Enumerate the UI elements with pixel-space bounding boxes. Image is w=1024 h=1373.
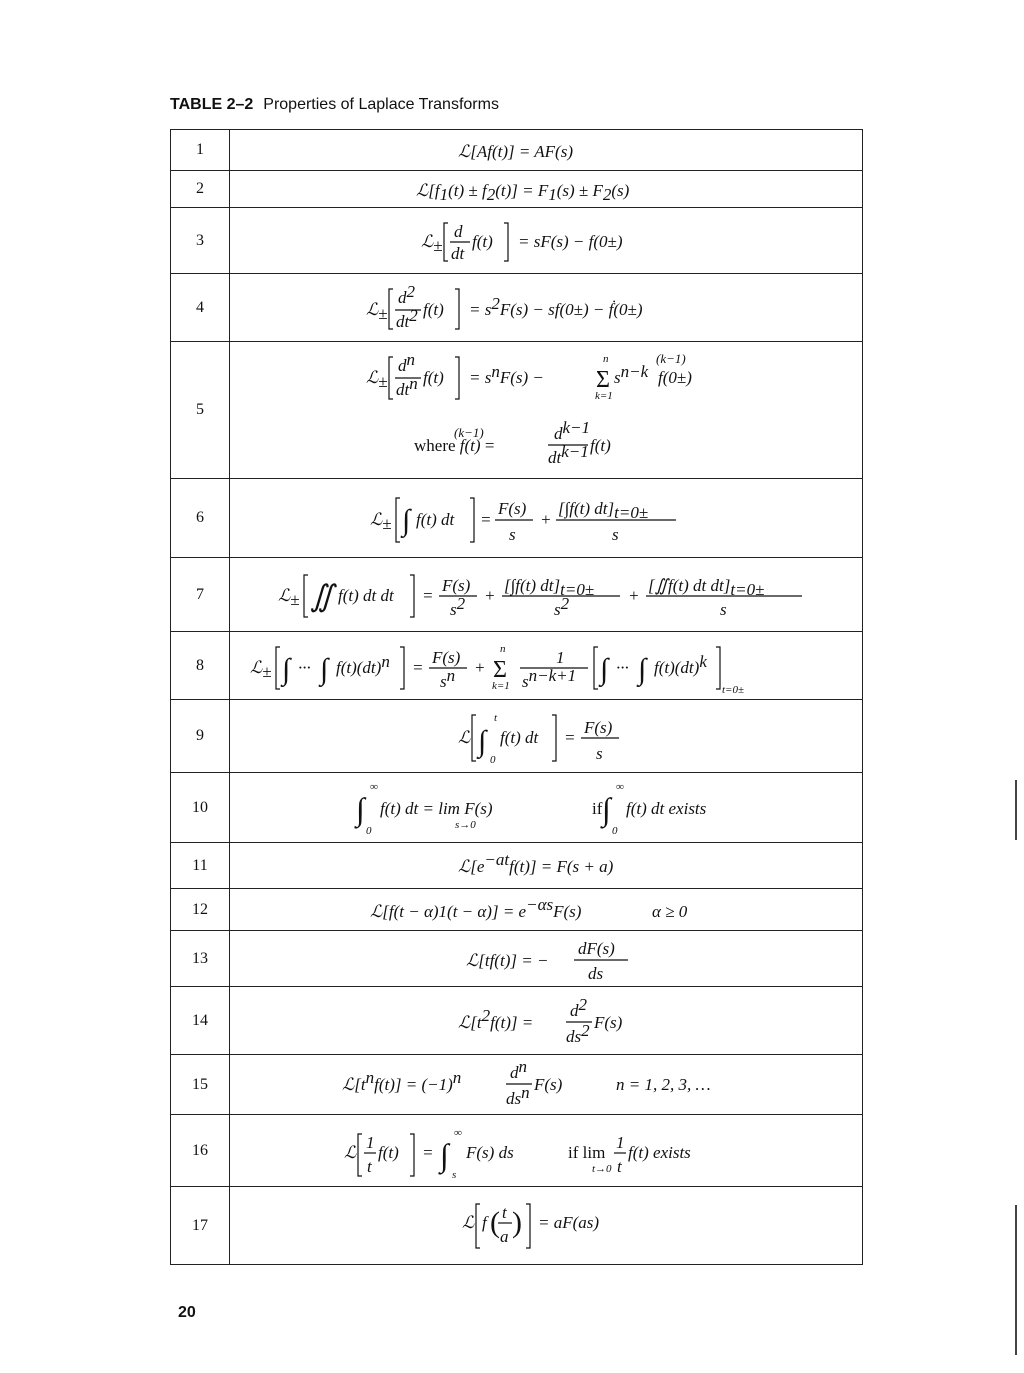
formula-cell (230, 931, 863, 987)
svg-text:n: n (500, 642, 506, 655)
table-row (171, 632, 863, 700)
svg-text:f(t) exists: f(t) exists (628, 1142, 691, 1162)
formula-cell (230, 558, 863, 632)
svg-text:f(t) dt = lim F(s): f(t) dt = lim F(s) (380, 798, 493, 818)
svg-text:a: a (500, 1226, 509, 1246)
svg-text:ℒ±: ℒ± (366, 299, 388, 323)
svg-text:d2: d2 (570, 994, 587, 1020)
svg-text:f(t) dt exists: f(t) dt exists (626, 798, 707, 818)
svg-text:dn: dn (398, 349, 415, 375)
svg-text:sn−k: sn−k (614, 361, 649, 387)
svg-text:t→0: t→0 (592, 1162, 612, 1175)
svg-text:ℒ[f1(t) ± f2(t)] = F1(s) ± F2(: ℒ[f1(t) ± f2(t)] = F1(s) ± F2(s) (416, 180, 630, 204)
svg-text:ℒ[tf(t)] = −: ℒ[tf(t)] = − (466, 950, 549, 970)
svg-text:t=0±: t=0± (722, 683, 745, 696)
row-number: 5 (171, 342, 230, 479)
svg-text:t: t (617, 1156, 622, 1176)
formula-13 (236, 932, 856, 986)
formula-11 (236, 844, 856, 888)
svg-text:∫: ∫ (440, 1136, 449, 1173)
svg-text:∞: ∞ (454, 1126, 462, 1139)
row-number: 4 (171, 274, 230, 342)
table-row (171, 558, 863, 632)
page-number: 20 (178, 1304, 196, 1321)
formula-17 (236, 1188, 856, 1264)
row-number: 7 (171, 558, 230, 632)
svg-text:F(s): F(s) (594, 1012, 623, 1032)
svg-text:+: + (628, 585, 640, 605)
svg-text:s: s (612, 524, 619, 544)
svg-text:dF(s): dF(s) (578, 938, 615, 958)
table-row (171, 987, 863, 1055)
row-number: 14 (171, 987, 230, 1055)
svg-text:f(t)(dt)k: f(t)(dt)k (654, 651, 707, 677)
svg-text:f(t) dt: f(t) dt (416, 509, 455, 529)
formula-9 (236, 701, 856, 772)
svg-text:f(t): f(t) (423, 367, 444, 387)
svg-text:∫: ∫ (638, 652, 647, 686)
svg-text:F(s): F(s) (534, 1074, 563, 1094)
formula-5 (236, 343, 856, 478)
svg-text:if: if (592, 798, 603, 818)
svg-text:+: + (474, 657, 486, 677)
svg-text:dt2: dt2 (396, 305, 418, 331)
table-row (171, 342, 863, 479)
row-number: 6 (171, 479, 230, 558)
svg-text:f(t): f(t) (590, 435, 611, 455)
svg-text:1: 1 (366, 1132, 375, 1152)
formula-3 (236, 209, 856, 273)
row-number: 1 (171, 130, 230, 171)
svg-text:∫: ∫ (600, 652, 609, 686)
row-number: 11 (171, 843, 230, 889)
svg-text:ℒ: ℒ (462, 1212, 475, 1232)
svg-text:∫: ∫ (320, 652, 329, 686)
svg-text:1: 1 (616, 1132, 625, 1152)
formula-cell (230, 700, 863, 773)
svg-text:s2: s2 (450, 593, 466, 619)
svg-text:= s2F(s) − sf(0±) − ḟ(0±): = s2F(s) − sf(0±) − ḟ(0±) (469, 293, 643, 319)
svg-text:[∫f(t) dt]t=0±: [∫f(t) dt]t=0± (558, 498, 649, 522)
svg-text:ℒ[Af(t)] = AF(s): ℒ[Af(t)] = AF(s) (458, 141, 573, 161)
svg-text:0: 0 (612, 824, 618, 837)
svg-text:s: s (509, 524, 516, 544)
svg-text:k=1: k=1 (595, 389, 613, 402)
row-number: 17 (171, 1187, 230, 1265)
svg-text:sn: sn (440, 665, 456, 691)
svg-text:dtn: dtn (396, 373, 418, 399)
formula-cell (230, 773, 863, 843)
svg-text:+: + (484, 585, 496, 605)
svg-text:=: = (422, 585, 434, 605)
svg-text:F(s): F(s) (584, 717, 613, 737)
row-number: 10 (171, 773, 230, 843)
formula-cell (230, 889, 863, 931)
table-row (171, 931, 863, 987)
svg-text:t: t (367, 1156, 372, 1176)
svg-text:Σ: Σ (596, 366, 610, 393)
svg-text:F(s): F(s) (442, 575, 471, 595)
svg-text:if lim: if lim (568, 1142, 606, 1162)
svg-text:f(t)(dt)n: f(t)(dt)n (336, 651, 390, 677)
svg-text:F(s) ds: F(s) ds (466, 1142, 514, 1162)
svg-text:): ) (512, 1205, 522, 1239)
formula-cell (230, 274, 863, 342)
svg-text:d: d (454, 221, 463, 241)
svg-text:[∬f(t) dt dt]t=0±: [∬f(t) dt dt]t=0± (648, 575, 765, 599)
svg-text:s→0: s→0 (455, 818, 476, 831)
formula-cell (230, 1187, 863, 1265)
row-number: 13 (171, 931, 230, 987)
row-number: 8 (171, 632, 230, 700)
table-row (171, 208, 863, 274)
svg-text:f(t): f(t) (472, 231, 493, 251)
svg-text:∫: ∫ (478, 724, 487, 758)
svg-text:F(s): F(s) (498, 498, 527, 518)
svg-text:d2: d2 (398, 281, 415, 307)
svg-text:f: f (482, 1212, 487, 1232)
formula-2 (236, 172, 856, 207)
scan-edge-mark (1015, 780, 1017, 840)
svg-text:=: = (564, 727, 576, 747)
svg-text:f(t): f(t) (378, 1142, 399, 1162)
formula-15 (236, 1056, 856, 1114)
formula-7 (236, 559, 856, 631)
svg-text:+: + (540, 509, 552, 529)
svg-text:s: s (720, 599, 727, 619)
svg-text:α ≥ 0: α ≥ 0 (652, 901, 688, 921)
laplace-properties-table (170, 129, 863, 1265)
svg-text:dsn: dsn (506, 1082, 530, 1108)
formula-10 (236, 774, 856, 842)
table-tag: TABLE 2–2 (170, 96, 254, 113)
svg-text:ℒ: ℒ (458, 727, 471, 747)
formula-6 (236, 480, 856, 557)
formula-4 (236, 275, 856, 341)
row-number: 15 (171, 1055, 230, 1115)
svg-text:F(s): F(s) (432, 647, 461, 667)
row-number: 16 (171, 1115, 230, 1187)
table-row (171, 479, 863, 558)
svg-text:s: s (596, 743, 603, 763)
svg-text:1: 1 (556, 647, 565, 667)
svg-text:n: n (603, 352, 609, 365)
svg-text:sn−k+1: sn−k+1 (522, 665, 577, 691)
table-row (171, 773, 863, 843)
svg-text:= snF(s) −: = snF(s) − (469, 361, 544, 387)
svg-text:···: ··· (298, 657, 311, 677)
svg-text:∞: ∞ (616, 780, 624, 793)
row-number: 9 (171, 700, 230, 773)
formula-cell (230, 130, 863, 171)
svg-text:∫: ∫ (282, 652, 291, 686)
formula-cell (230, 342, 863, 479)
table-row (171, 1187, 863, 1265)
svg-text:(k−1): (k−1) (454, 424, 484, 440)
table-row (171, 130, 863, 171)
formula-12 (236, 890, 856, 930)
svg-text:f(t) dt: f(t) dt (500, 727, 539, 747)
svg-text:f(t): f(t) (423, 299, 444, 319)
svg-text:(: ( (490, 1205, 500, 1239)
svg-text:∞: ∞ (370, 780, 378, 793)
svg-text:dtk−1: dtk−1 (548, 441, 589, 467)
svg-text:= aF(as): = aF(as) (538, 1212, 600, 1232)
svg-text:ds2: ds2 (566, 1020, 590, 1046)
svg-text:Σ: Σ (493, 656, 507, 683)
scan-edge-mark (1015, 1205, 1017, 1355)
table-row (171, 700, 863, 773)
table-row (171, 843, 863, 889)
formula-cell (230, 843, 863, 889)
svg-text:dn: dn (510, 1056, 527, 1082)
table-row (171, 1115, 863, 1187)
svg-text:k=1: k=1 (492, 679, 510, 692)
svg-text:(k−1): (k−1) (656, 350, 686, 366)
svg-text:f(0±): f(0±) (658, 367, 692, 387)
svg-text:s: s (452, 1168, 457, 1181)
svg-text:ℒ±: ℒ± (366, 367, 388, 391)
svg-text:=: = (412, 657, 424, 677)
svg-text:[∫f(t) dt]t=0±: [∫f(t) dt]t=0± (504, 575, 595, 599)
svg-text:=: = (480, 509, 492, 529)
svg-text:ℒ[tnf(t)] = (−1)n: ℒ[tnf(t)] = (−1)n (342, 1067, 462, 1094)
table-caption (170, 96, 499, 114)
formula-cell (230, 1115, 863, 1187)
svg-text:ℒ[f(t − α)1(t − α)] = e−αsF(s): ℒ[f(t − α)1(t − α)] = e−αsF(s) (370, 894, 582, 921)
table-title: Properties of Laplace Transforms (263, 96, 499, 113)
svg-text:0: 0 (366, 824, 372, 837)
svg-text:= sF(s) − f(0±): = sF(s) − f(0±) (518, 231, 623, 251)
svg-text:dk−1: dk−1 (554, 417, 591, 443)
formula-cell (230, 987, 863, 1055)
formula-16 (236, 1116, 856, 1186)
formula-cell (230, 1055, 863, 1115)
table-row (171, 889, 863, 931)
row-number: 3 (171, 208, 230, 274)
table-row (171, 1055, 863, 1115)
svg-text:t: t (502, 1202, 507, 1222)
formula-cell (230, 208, 863, 274)
svg-text:t: t (494, 711, 498, 724)
svg-text:∫: ∫ (402, 503, 411, 537)
svg-text:ℒ±: ℒ± (421, 231, 443, 255)
svg-text:ℒ[e−atf(t)] = F(s + a): ℒ[e−atf(t)] = F(s + a) (458, 849, 614, 876)
formula-1 (236, 131, 856, 170)
svg-text:n = 1, 2, 3, …: n = 1, 2, 3, … (616, 1074, 711, 1094)
svg-text:=: = (422, 1142, 434, 1162)
row-number: 12 (171, 889, 230, 931)
svg-text:0: 0 (490, 753, 496, 766)
formula-14 (236, 988, 856, 1054)
table-row (171, 171, 863, 208)
svg-text:ℒ±: ℒ± (370, 509, 392, 533)
table-row (171, 274, 863, 342)
svg-text:s2: s2 (554, 593, 570, 619)
svg-text:ℒ: ℒ (344, 1142, 357, 1162)
svg-text:···: ··· (616, 657, 629, 677)
formula-cell (230, 479, 863, 558)
svg-text:ds: ds (588, 963, 604, 983)
formula-cell (230, 171, 863, 208)
svg-text:ℒ[t2f(t)] =: ℒ[t2f(t)] = (458, 1005, 534, 1032)
svg-text:∫: ∫ (356, 790, 365, 827)
svg-text:ℒ±: ℒ± (278, 585, 300, 609)
svg-text:∬: ∬ (310, 579, 334, 613)
svg-text:∫: ∫ (602, 790, 611, 827)
svg-text:where f(t) =: where f(t) = (414, 435, 495, 455)
formula-cell (230, 632, 863, 700)
svg-text:ℒ±: ℒ± (250, 657, 272, 681)
formula-8 (236, 633, 856, 699)
svg-text:f(t) dt dt: f(t) dt dt (338, 585, 394, 605)
row-number: 2 (171, 171, 230, 208)
svg-text:dt: dt (451, 243, 465, 263)
